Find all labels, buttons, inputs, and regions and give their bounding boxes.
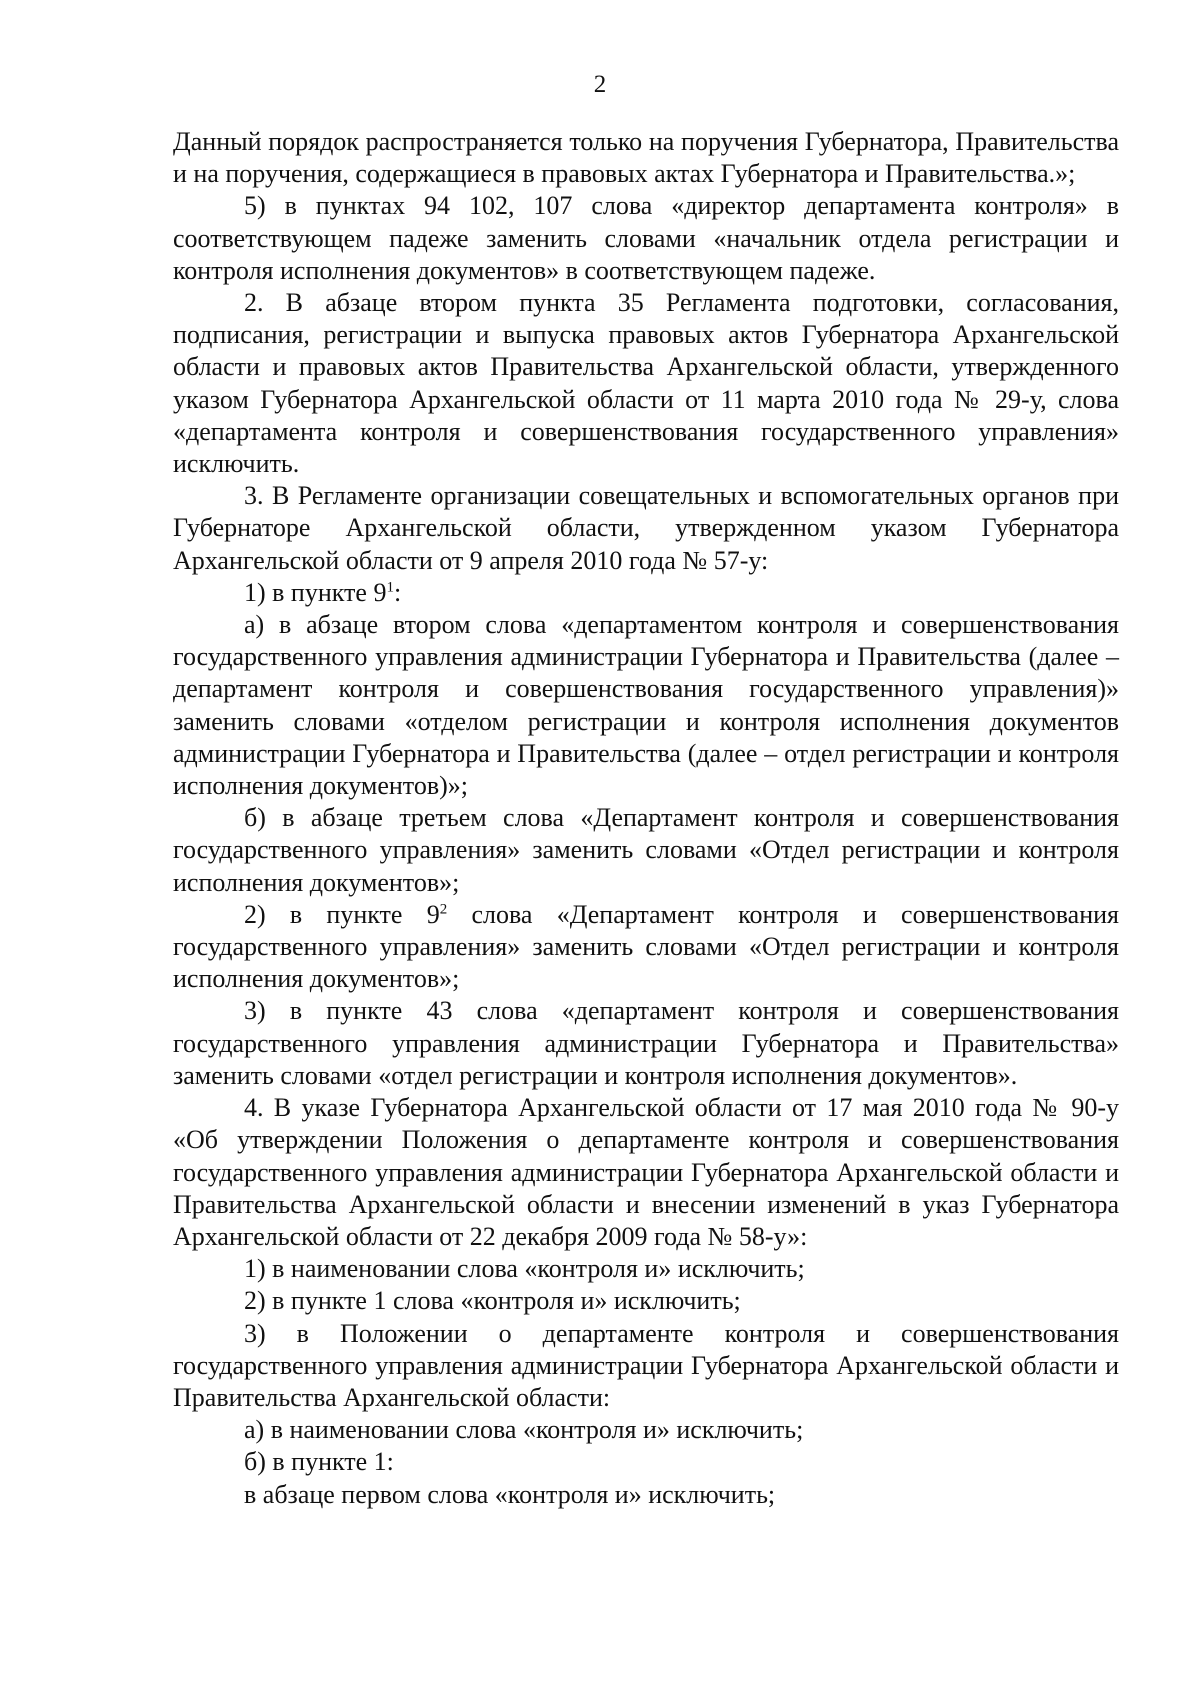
paragraph-item-2-point-1: 2) в пункте 1 слова «контроля и» исключить; [244,1286,741,1316]
paragraph-text: 1) в пункте 9 [244,577,387,607]
paragraph-text: : [393,577,402,607]
paragraph-item-1-name: 1) в наименовании слова «контроля и» исключить; [244,1254,805,1284]
paragraph-subitem-a: а) в абзаце втором слова «департаментом контроля и совершенствования государственного управления администрации Губернатора и Правительства (далее – департамент контроля и совершенствования государственного управления)» заменить словами «отделом регистрации и контроля исполнения документов администрации Губернатора и Правительства (далее – отдел регистрации и контроля исполнения документов)»; [173,610,1119,801]
paragraph-first-abzac: в абзаце первом слова «контроля и» исключить; [244,1479,776,1509]
page-number: 2 [593,71,607,98]
superscript: 2 [439,901,448,918]
paragraph-item-5: 5) в пунктах 94 102, 107 слова «директор департамента контроля» в соответствующем падеже заменить словами «начальник отдела регистрации и контроля исполнения документов» в соответствующем падеже. [173,191,1119,285]
paragraph-item-3-regulation: 3) в Положении о департаменте контроля и совершенствования государственного управления администрации Губернатора Архангельской области и Правительства Архангельской области: [173,1318,1119,1412]
paragraph-subitem-a-name: а) в наименовании слова «контроля и» исключить; [244,1415,804,1445]
paragraph-section-2: 2. В абзаце втором пункта 35 Регламента подготовки, согласования, подписания, регистрации и выпуска правовых актов Губернатора Архангельской области и правовых актов Правительства Архангельской области, утвержденного указом Губернатора Архангельской области от 11 марта 2010 года № 29-у, слова «департамента контроля и совершенствования государственного управления» исключить. [173,288,1119,479]
paragraph-section-4: 4. В указе Губернатора Архангельской области от 17 мая 2010 года № 90-у «Об утверждении Положения о департаменте контроля и совершенствования государственного управления администрации Губернатора Архангельской области и Правительства Архангельской области и внесении изменений в указ Губернатора Архангельской области от 22 декабря 2009 года № 58-у»: [173,1093,1119,1251]
paragraph-item-2-point-9-2 [173,899,1119,996]
paragraph-text: слова «Департамент контроля и совершенствования государственного управления» заменить словами «Отдел регистрации и контроля исполнения документов»; [173,899,1119,994]
paragraph-subitem-b-point-1: б) в пункте 1: [244,1447,394,1477]
paragraph-text: 2) в пункте 9 [244,899,440,929]
paragraph-continuation: Данный порядок распространяется только на поручения Губернатора, Правительства и на поручения, содержащиеся в правовых актах Губернатора и Правительства.»; [173,127,1119,189]
paragraph-item-3-point-43: 3) в пункте 43 слова «департамент контроля и совершенствования государственного управления администрации Губернатора и Правительства» заменить словами «отдел регистрации и контроля исполнения документов». [173,996,1119,1090]
paragraph-item-1-point-9-1 [173,577,1119,609]
paragraph-section-3: 3. В Регламенте организации совещательных и вспомогательных органов при Губернаторе Архангельской области, утвержденном указом Губернатора Архангельской области от 9 апреля 2010 года № 57-у: [173,481,1119,575]
paragraph-subitem-b: б) в абзаце третьем слова «Департамент контроля и совершенствования государственного управления» заменить словами «Отдел регистрации и контроля исполнения документов»; [173,803,1119,897]
superscript: 1 [386,579,394,596]
document-body [173,126,1119,1511]
